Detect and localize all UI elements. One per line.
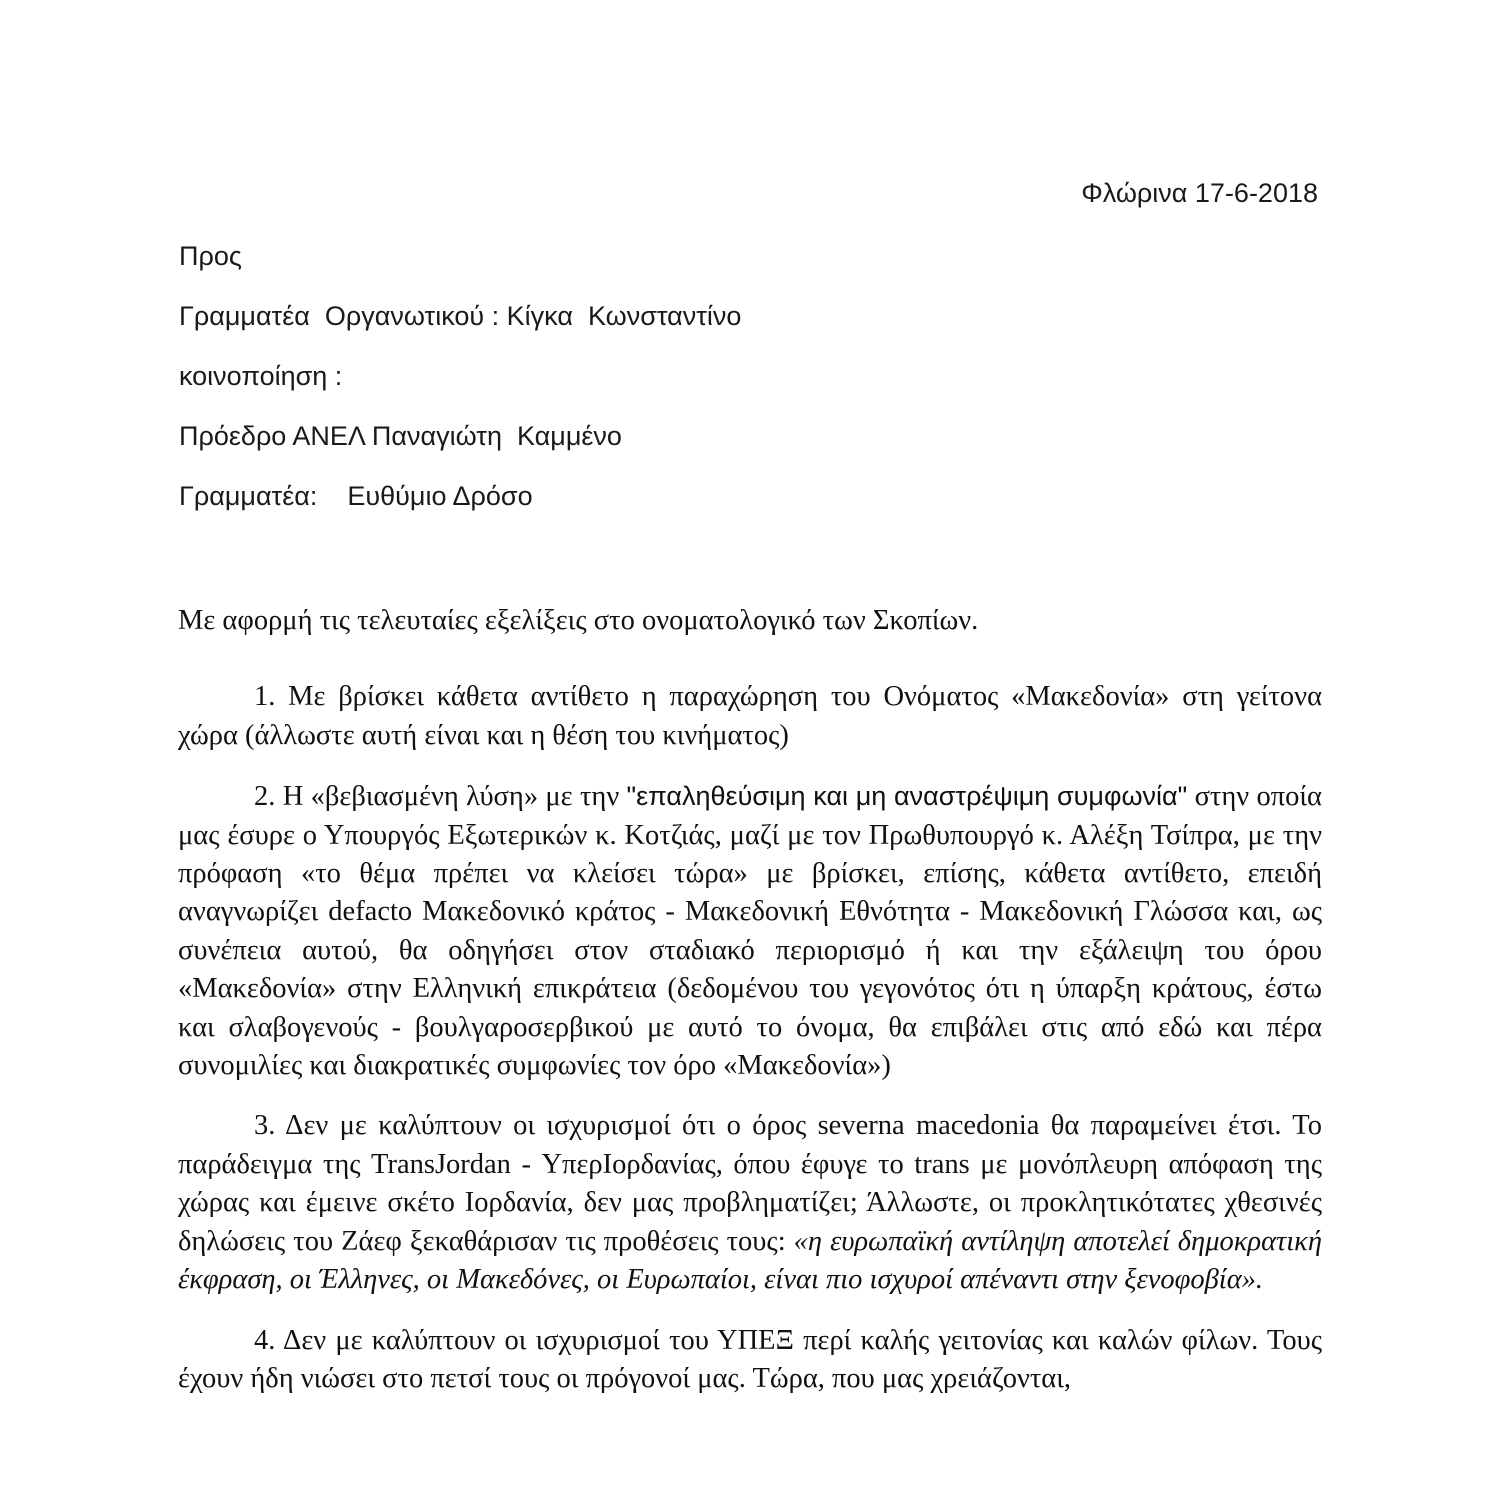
addressee-president: Πρόεδρο ΑΝΕΛ Παναγιώτη Καμμένο — [179, 421, 622, 451]
date-line: Φλώρινα 17-6-2018 — [1081, 178, 1318, 208]
paragraph-3-italic-quotation: «η ευρωπαϊκή αντίληψη αποτελεί δημοκρατική έκφραση, οι Έλληνες, οι Μακεδόνες, οι Ευρωπαίοι, είναι πιο ισχυροί απέναντι στην ξενοφοβία». — [178, 1225, 1322, 1296]
body-paragraph-3 — [178, 1107, 1322, 1299]
body-intro-line: Με αφορμή τις τελευταίες εξελίξεις στο ονοματολογικό των Σκοπίων. — [178, 605, 979, 636]
addressee-block — [179, 238, 1179, 538]
paragraph-2-quoted-phrase: "επαληθεύσιμη και μη αναστρέψιμη συμφωνία" — [626, 781, 1188, 812]
document-body — [178, 602, 1322, 1398]
addressee-secretary-organizational: Γραμματέα Οργανωτικού : Κίγκα Κωνσταντίνο — [179, 301, 742, 331]
addressee-to-label: Προς — [179, 241, 242, 271]
paragraph-2-segment-b: στην οποία μας έσυρε ο Υπουργός Εξωτερικών κ. Κοτζιάς, μαζί με τον Πρωθυπουργό κ. Αλέξη Τσίπρα, με την πρόφαση «το θέμα πρέπει να κλείσει τώρα» με βρίσκει, επίσης, κάθετα αντίθετο, επειδή αναγνωρίζει defacto Μακεδονικό κράτος - Μακεδονική Εθνότητα - Μακεδονική Γλώσσα και, ως συνέπεια αυτού, θα οδηγήσει στον σταδιακό περιορισμό ή και την εξάλειψη του όρου «Μακεδονία» στην Ελληνική επικράτεια (δεδομένου του γεγονότος ότι η ύπαρξη κράτους, έστω και σλαβογενούς - βουλγαροσερβικού με αυτό το όνομα, θα επιβάλει στις από εδώ και πέρα συνομιλίες και διακρατικές συμφωνίες τον όρο «Μακεδονία») — [178, 781, 1322, 1082]
paragraph-2-segment-a: 2. Η «βεβιασμένη λύση» με την — [254, 781, 627, 813]
paragraph-3-segment-a: 3. Δεν με καλύπτουν οι ισχυρισμοί ότι ο όρος severna macedonia θα παραμείνει έτσι. Το παράδειγμα της TransJordan - ΥπερΙορδανίας, όπου έφυγε το trans με μονόπλευρη απόφαση της χώρας και έμεινε σκέτο Ιορδανία, δεν μας προβληματίζει; Άλλωστε, οι προκλητικότατες χθεσινές δηλώσεις του Ζάεφ ξεκαθάρισαν τις προθέσεις τους: — [178, 1110, 1322, 1257]
addressee-cc-label: κοινοποίηση : — [179, 361, 343, 391]
body-paragraph-2 — [178, 777, 1322, 1085]
body-paragraph-1: 1. Με βρίσκει κάθετα αντίθετο η παραχώρηση του Ονόματος «Μακεδονία» στη γείτονα χώρα (άλλωστε αυτή είναι και η θέση του κινήματος) — [178, 681, 1322, 751]
body-paragraph-4: 4. Δεν με καλύπτουν οι ισχυρισμοί του ΥΠΕΞ περί καλής γειτονίας και καλών φίλων. Τους έχουν ήδη νιώσει στο πετσί τους οι πρόγονοί μας. Τώρα, που μας χρειάζονται, — [178, 1324, 1322, 1394]
addressee-secretary: Γραμματέα: Ευθύμιο Δρόσο — [179, 481, 533, 511]
